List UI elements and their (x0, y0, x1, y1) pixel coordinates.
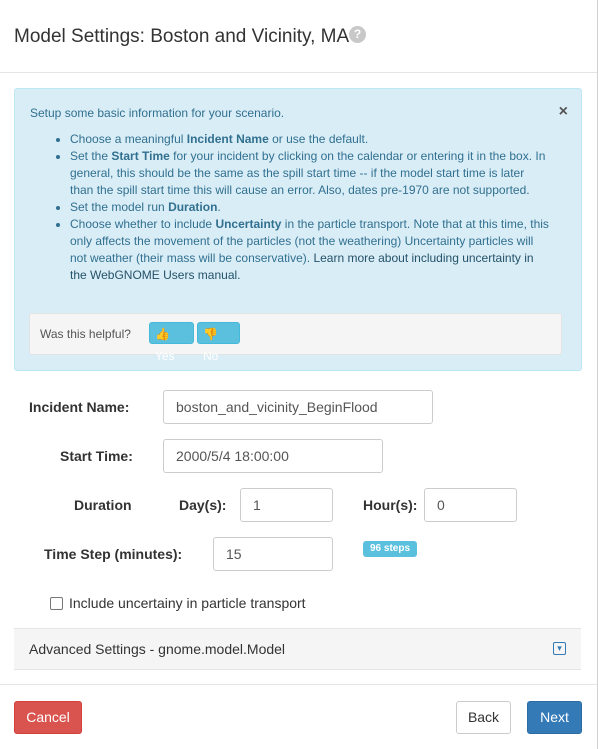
footer-divider (0, 684, 597, 685)
feedback-question: Was this helpful? (40, 327, 131, 341)
modal-header (0, 0, 597, 73)
list-item: • Set the model run Duration. (70, 199, 550, 216)
advanced-settings-panel[interactable] (14, 628, 581, 670)
helpful-yes-button[interactable]: 👍Yes (149, 322, 194, 344)
back-button[interactable]: Back (456, 701, 511, 734)
chevron-down-icon[interactable]: ▾ (553, 642, 566, 655)
duration-label: Duration (74, 497, 132, 513)
time-step-label: Time Step (minutes): (44, 546, 183, 562)
feedback-panel (29, 313, 562, 363)
modal-title: Model Settings: Boston and Vicinity, MA (14, 26, 350, 47)
incident-name-label: Incident Name: (29, 399, 130, 415)
uncertainty-label: Include uncertainy in particle transport (69, 595, 306, 611)
start-time-input[interactable]: 2000/5/4 18:00:00 (163, 439, 383, 473)
steps-badge: 96 steps (363, 541, 417, 557)
uncertainty-manual-link[interactable]: Learn more about including uncertainty in the WebGNOME Users manual. (70, 251, 534, 282)
close-icon[interactable]: × (558, 103, 568, 120)
next-button[interactable]: Next (527, 701, 582, 734)
time-step-input[interactable]: 15 (213, 537, 333, 571)
thumbs-down-icon: 👎 (203, 327, 218, 341)
list-item: • Set the Start Time for your incident by clicking on the calendar or entering it in the box. In general, this should be the same as the spill start time -- if the model start time is later than the spill start time this will cause an error. Also, dates pre-1970 are not supported. (70, 148, 550, 199)
uncertainty-checkbox[interactable] (50, 597, 63, 610)
hours-label: Hour(s): (363, 497, 418, 513)
helpful-no-button[interactable]: 👎No (197, 322, 240, 344)
list-item: • Choose whether to include Uncertainty in the particle transport. Note that at this time, this only affects the movement of the particles (not the weathering) Uncertainty particles will not weather (their mass will be conservative). Learn more about including uncertainty in the WebGNOME Users manual. (70, 216, 550, 284)
thumbs-up-icon: 👍 (155, 327, 170, 341)
help-icon[interactable]: ? (349, 26, 366, 43)
uncertainty-option[interactable] (50, 595, 306, 611)
alert-intro: Setup some basic information for your scenario. (30, 106, 285, 120)
info-alert (14, 88, 582, 371)
days-input[interactable]: 1 (240, 488, 333, 522)
hours-input[interactable]: 0 (424, 488, 517, 522)
cancel-button[interactable]: Cancel (14, 701, 82, 734)
instructions-list (30, 131, 550, 284)
list-item: • Choose a meaningful Incident Name or use the default. (70, 131, 550, 148)
advanced-settings-title: Advanced Settings - gnome.model.Model (29, 641, 286, 657)
start-time-label: Start Time: (60, 448, 133, 464)
incident-name-input[interactable]: boston_and_vicinity_BeginFlood (163, 390, 433, 424)
days-label: Day(s): (179, 497, 227, 513)
